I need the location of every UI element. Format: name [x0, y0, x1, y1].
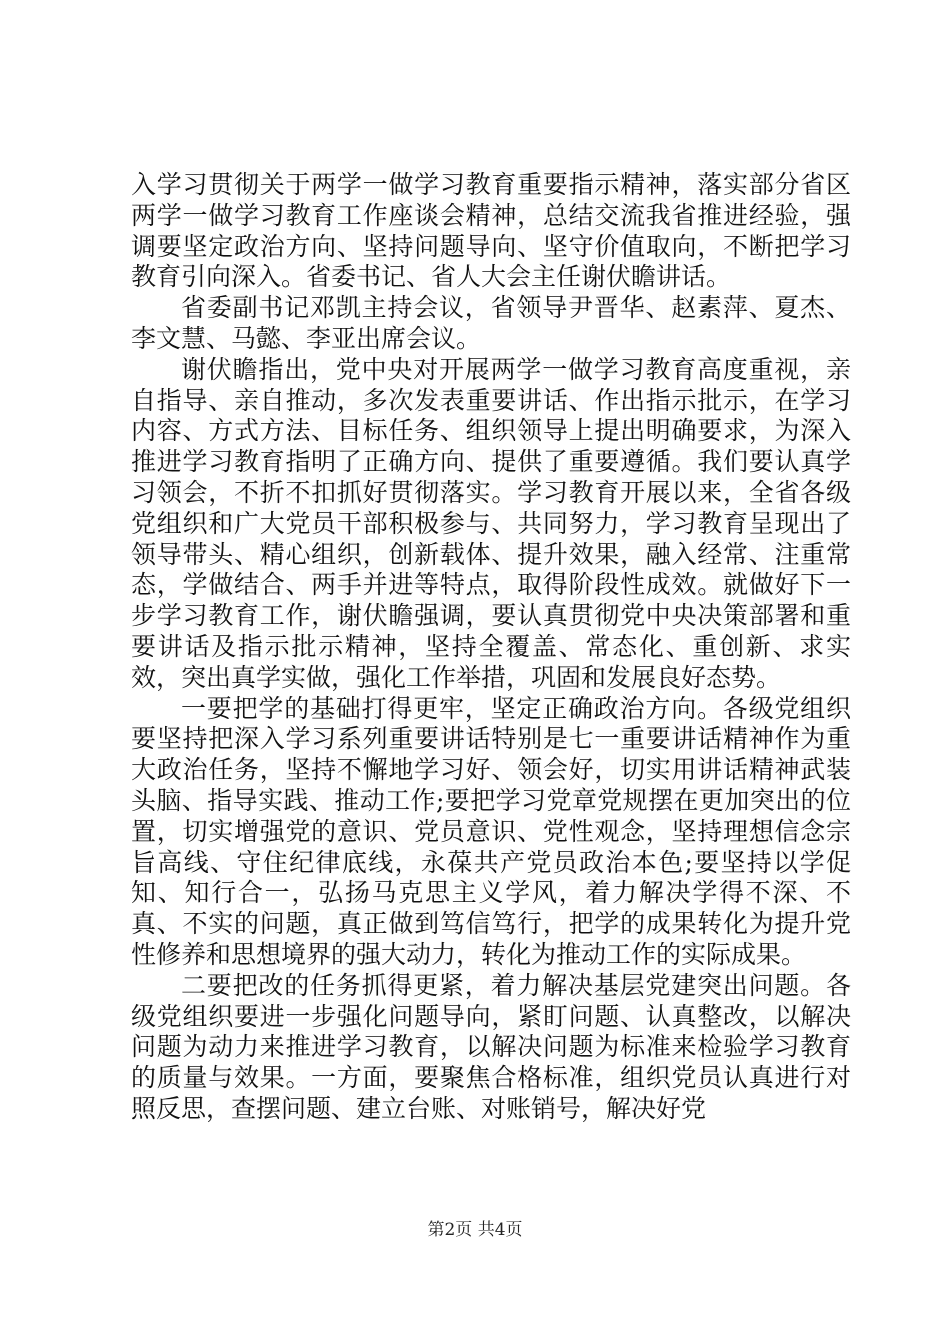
document-body	[131, 170, 851, 1125]
paragraph-continued: 入学习贯彻关于两学一做学习教育重要指示精神，落实部分省区两学一做学习教育工作座谈会精神，总结交流我省推进经验，强调要坚定政治方向、坚持问题导向、坚守价值取向，不断把学习教育引向深入。省委书记、省人大会主任谢伏瞻讲话。	[131, 170, 851, 292]
paragraph-speech-summary: 谢伏瞻指出，党中央对开展两学一做学习教育高度重视，亲自指导、亲自推动，多次发表重要讲话、作出指示批示，在学习内容、方式方法、目标任务、组织领导上提出明确要求，为深入推进学习教育指明了正确方向、提供了重要遵循。我们要认真学习领会，不折不扣抓好贯彻落实。学习教育开展以来，全省各级党组织和广大党员干部积极参与、共同努力，学习教育呈现出了领导带头、精心组织，创新载体、提升效果，融入经常、注重常态，学做结合、两手并进等特点，取得阶段性成效。就做好下一步学习教育工作，谢伏瞻强调，要认真贯彻党中央决策部署和重要讲话及指示批示精神，坚持全覆盖、常态化、重创新、求实效，突出真学实做，强化工作举措，巩固和发展良好态势。	[131, 354, 851, 692]
page-number-footer: 第2页 共4页	[427, 1220, 523, 1240]
paragraph-point-two: 二要把改的任务抓得更紧，着力解决基层党建突出问题。各级党组织要进一步强化问题导向，紧盯问题、认真整改，以解决问题为动力来推进学习教育，以解决问题为标准来检验学习教育的质量与效果。一方面，要聚焦合格标准，组织党员认真进行对照反思，查摆问题、建立台账、对账销号，解决好党	[131, 970, 851, 1123]
paragraph-point-one: 一要把学的基础打得更牢，坚定正确政治方向。各级党组织要坚持把深入学习系列重要讲话特别是七一重要讲话精神作为重大政治任务，坚持不懈地学习好、领会好，切实用讲话精神武装头脑、指导实践、推动工作;要把学习党章党规摆在更加突出的位置，切实增强党的意识、党员意识、党性观念，坚持理想信念宗旨高线、守住纪律底线，永葆共产党员政治本色;要坚持以学促知、知行合一，弘扬马克思主义学风，着力解决学得不深、不真、不实的问题，真正做到笃信笃行，把学的成果转化为提升党性修养和思想境界的强大动力，转化为推动工作的实际成果。	[131, 693, 851, 969]
paragraph-meeting-chair: 省委副书记邓凯主持会议，省领导尹晋华、赵素萍、夏杰、李文慧、马懿、李亚出席会议。	[131, 293, 851, 353]
